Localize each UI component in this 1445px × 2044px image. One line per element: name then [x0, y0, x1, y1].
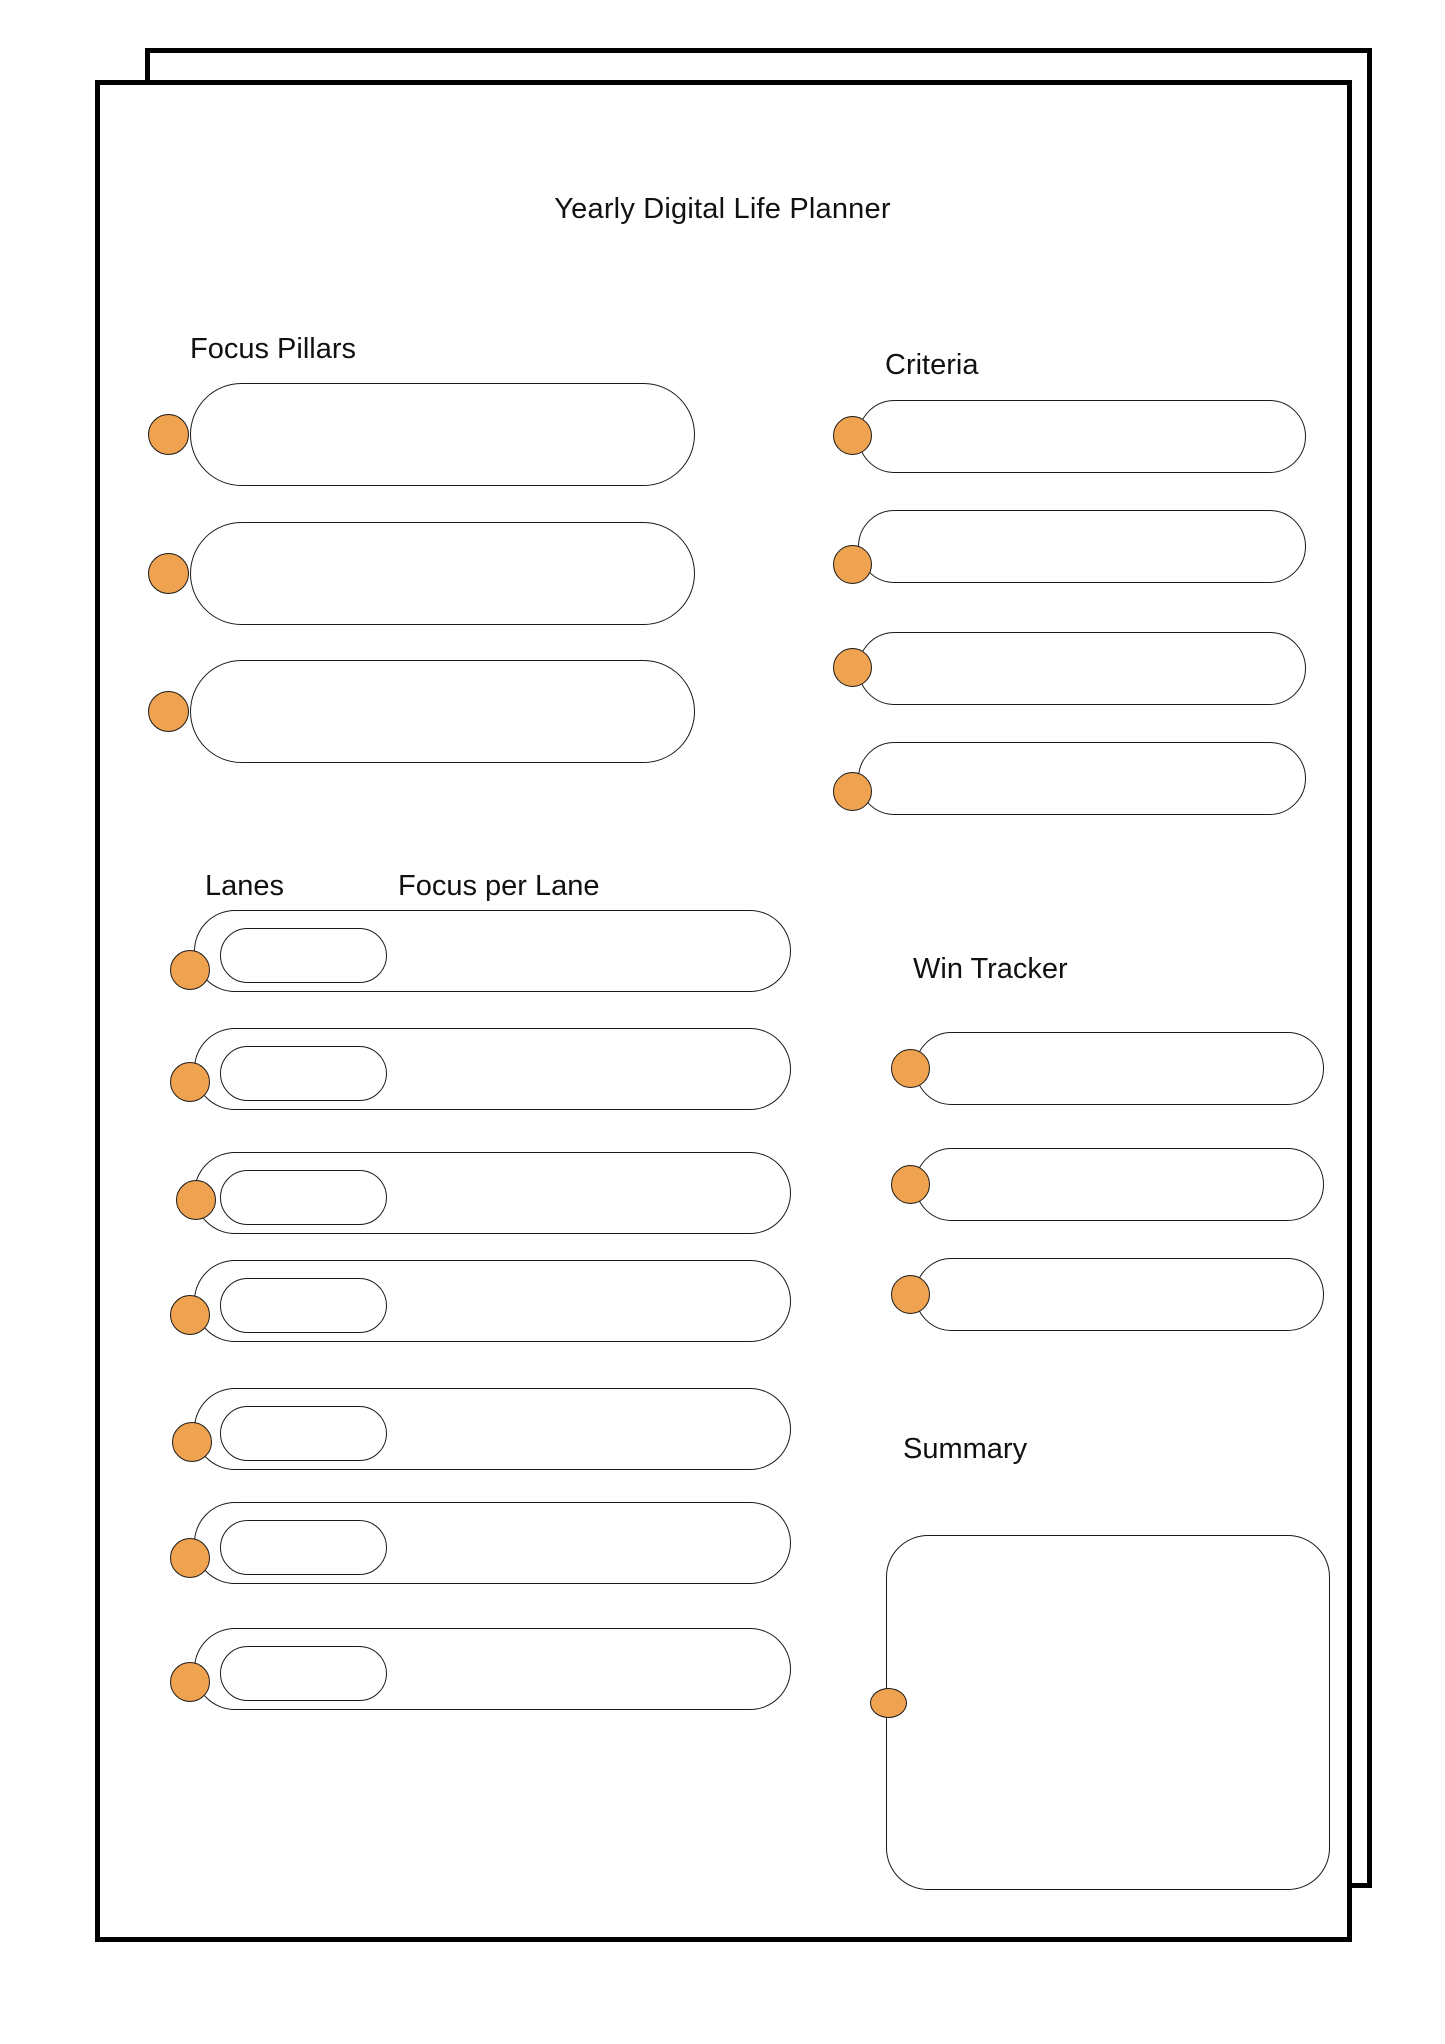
win-tracker-row[interactable] — [915, 1258, 1324, 1331]
focus-pillar-row[interactable] — [190, 660, 695, 763]
summary-field[interactable] — [886, 1535, 1330, 1890]
criteria-row[interactable] — [858, 510, 1306, 583]
lane-name-field[interactable] — [220, 1646, 387, 1701]
orange-circle-icon[interactable] — [176, 1180, 216, 1220]
focus-pillars-label: Focus Pillars — [190, 333, 356, 365]
orange-circle-icon[interactable] — [833, 545, 872, 584]
criteria-label: Criteria — [885, 349, 979, 381]
orange-ellipse-icon[interactable] — [870, 1688, 907, 1718]
focus-pillar-row[interactable] — [190, 383, 695, 486]
summary-label: Summary — [903, 1433, 1028, 1465]
lane-name-field[interactable] — [220, 1046, 387, 1101]
lane-name-field[interactable] — [220, 1170, 387, 1225]
orange-circle-icon[interactable] — [170, 1538, 210, 1578]
lane-name-field[interactable] — [220, 928, 387, 983]
orange-circle-icon[interactable] — [170, 1295, 210, 1335]
focus-pillar-row[interactable] — [190, 522, 695, 625]
criteria-row[interactable] — [858, 632, 1306, 705]
orange-circle-icon[interactable] — [833, 416, 872, 455]
lane-name-field[interactable] — [220, 1278, 387, 1333]
win-tracker-row[interactable] — [915, 1148, 1324, 1221]
win-tracker-label: Win Tracker — [913, 953, 1068, 985]
lane-name-field[interactable] — [220, 1406, 387, 1461]
orange-circle-icon[interactable] — [891, 1165, 930, 1204]
orange-circle-icon[interactable] — [172, 1422, 212, 1462]
orange-circle-icon[interactable] — [148, 553, 189, 594]
orange-circle-icon[interactable] — [833, 772, 872, 811]
orange-circle-icon[interactable] — [891, 1275, 930, 1314]
page-title: Yearly Digital Life Planner — [554, 193, 891, 225]
orange-circle-icon[interactable] — [170, 950, 210, 990]
lane-name-field[interactable] — [220, 1520, 387, 1575]
orange-circle-icon[interactable] — [891, 1049, 930, 1088]
focus-per-lane-label: Focus per Lane — [398, 870, 600, 902]
orange-circle-icon[interactable] — [833, 648, 872, 687]
orange-circle-icon[interactable] — [148, 691, 189, 732]
criteria-row[interactable] — [858, 742, 1306, 815]
lanes-label: Lanes — [205, 870, 285, 902]
orange-circle-icon[interactable] — [170, 1062, 210, 1102]
orange-circle-icon[interactable] — [170, 1662, 210, 1702]
criteria-row[interactable] — [858, 400, 1306, 473]
win-tracker-row[interactable] — [915, 1032, 1324, 1105]
orange-circle-icon[interactable] — [148, 414, 189, 455]
